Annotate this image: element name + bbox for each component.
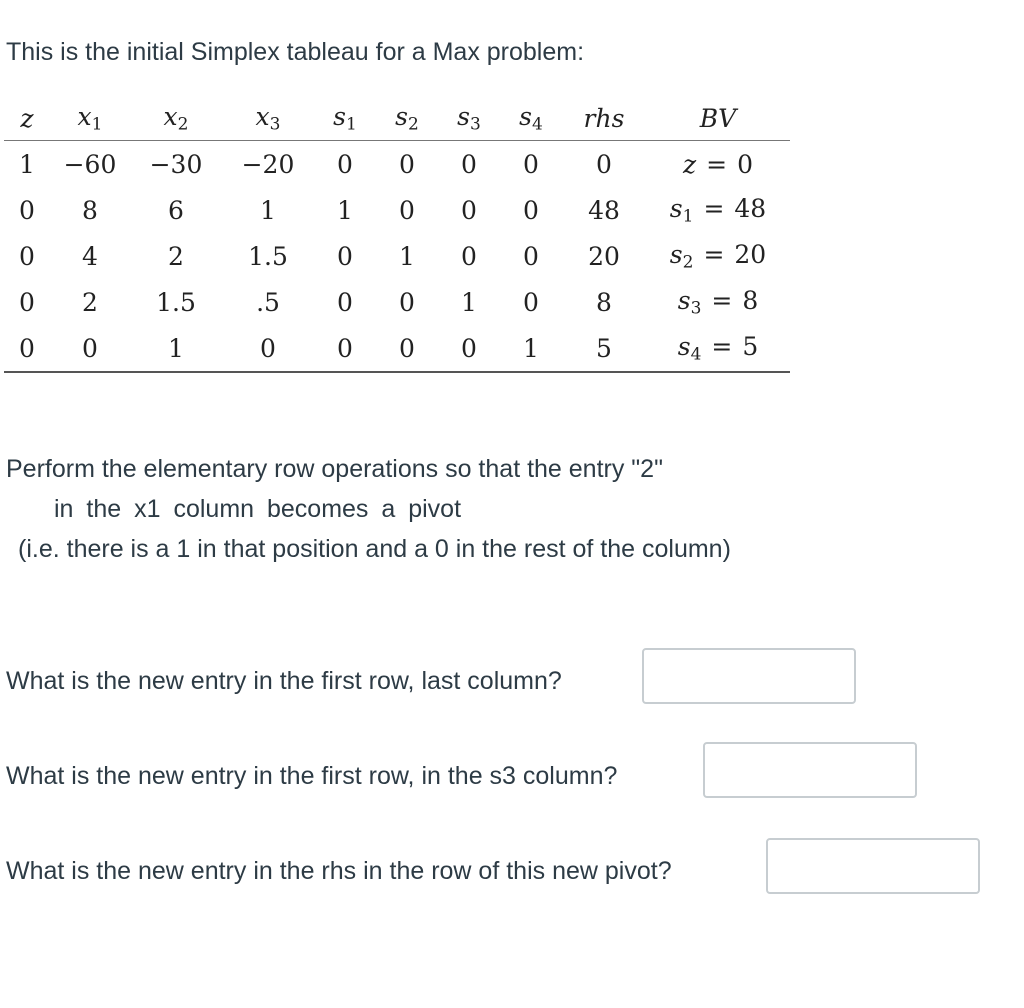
bv-variable: s: [677, 331, 691, 361]
tableau-cell: .5: [256, 287, 280, 317]
tableau-cell: 0: [523, 287, 539, 317]
equals-sign: =: [711, 285, 733, 315]
tableau-cell: 1: [523, 333, 539, 363]
tableau-cell: 6: [168, 195, 184, 225]
tableau-cell: 2: [168, 241, 184, 271]
tableau-cell: 0: [461, 149, 477, 179]
answer-input-3[interactable]: [766, 838, 980, 894]
equals-sign: =: [706, 149, 728, 179]
header-z: z: [20, 103, 34, 133]
tableau-cell: 0: [19, 333, 35, 363]
bv-value: 8: [742, 285, 759, 315]
header-bv: BV: [699, 103, 737, 133]
basic-variable-cell: [646, 141, 790, 188]
tableau-cell: 1: [19, 149, 35, 179]
tableau-cell: 0: [461, 333, 477, 363]
tableau-cell: 0: [461, 241, 477, 271]
tableau-cell: 8: [82, 195, 98, 225]
bv-variable: z: [682, 149, 697, 179]
tableau-row: [4, 233, 790, 279]
question-1-label: What is the new entry in the first row, last column?: [6, 667, 562, 695]
bv-value: 0: [737, 149, 754, 179]
tableau-cell: 4: [82, 241, 98, 271]
tableau-cell: 1.5: [156, 287, 196, 317]
tableau-cell: 20: [588, 241, 620, 271]
tableau-cell: 0: [399, 149, 415, 179]
bv-variable: s: [669, 239, 683, 269]
tableau-cell: 5: [596, 333, 612, 363]
tableau-cell: 0: [461, 195, 477, 225]
tableau-cell: −30: [149, 149, 203, 179]
bv-variable: s: [669, 193, 683, 223]
instruction-line-1: Perform the elementary row operations so that the entry "2": [6, 455, 663, 483]
tableau-row: [4, 187, 790, 233]
tableau-cell: 1: [461, 287, 477, 317]
tableau-cell: −60: [63, 149, 117, 179]
bv-value: 48: [734, 193, 767, 223]
bv-subscript: 2: [682, 252, 694, 273]
tableau-cell: 0: [260, 333, 276, 363]
tableau-cell: 0: [19, 195, 35, 225]
tableau-cell: 0: [337, 241, 353, 271]
equals-sign: =: [711, 331, 733, 361]
simplex-tableau: [4, 96, 790, 373]
tableau-cell: 1: [168, 333, 184, 363]
question-3-label: What is the new entry in the rhs in the row of this new pivot?: [6, 857, 672, 885]
tableau-cell: 1: [399, 241, 415, 271]
tableau-cell: 2: [82, 287, 98, 317]
tableau-cell: 0: [399, 333, 415, 363]
bv-subscript: 4: [690, 344, 702, 365]
tableau-row: [4, 325, 790, 372]
tableau-cell: 0: [399, 287, 415, 317]
bv-value: 5: [742, 331, 759, 361]
instruction-line-3: (i.e. there is a 1 in that position and a 0 in the rest of the column): [18, 535, 731, 563]
tableau-cell: 8: [596, 287, 612, 317]
tableau-cell: 0: [337, 333, 353, 363]
tableau-cell: 1: [337, 195, 353, 225]
answer-input-1[interactable]: [642, 648, 856, 704]
bv-value: 20: [734, 239, 767, 269]
tableau-cell: 0: [399, 195, 415, 225]
header-x2: $x_2$: [163, 101, 189, 135]
tableau-cell: 1.5: [248, 241, 288, 271]
tableau-cell: 0: [523, 149, 539, 179]
header-s4: $s_4$: [519, 101, 543, 135]
tableau-cell: 1: [260, 195, 276, 225]
equals-sign: =: [703, 239, 725, 269]
question-2-label: What is the new entry in the first row, in the s3 column?: [6, 762, 618, 790]
bv-subscript: 1: [682, 206, 694, 227]
basic-variable-cell: [646, 279, 790, 325]
basic-variable-cell: [646, 233, 790, 279]
answer-input-2[interactable]: [703, 742, 917, 798]
tableau-row: [4, 141, 790, 188]
instruction-line-2: in the x1 column becomes a pivot: [54, 495, 462, 523]
tableau-cell: 48: [588, 195, 620, 225]
header-s2: $s_2$: [395, 101, 419, 135]
tableau-cell: 0: [19, 241, 35, 271]
intro-text: This is the initial Simplex tableau for a Max problem:: [6, 38, 585, 66]
tableau-cell: 0: [19, 287, 35, 317]
tableau-header-row: [4, 96, 790, 141]
tableau-cell: 0: [596, 149, 612, 179]
header-rhs: rhs: [583, 103, 625, 133]
tableau-table: [4, 96, 790, 373]
tableau-row: [4, 279, 790, 325]
equals-sign: =: [703, 193, 725, 223]
tableau-cell: 0: [337, 287, 353, 317]
header-s3: $s_3$: [457, 101, 481, 135]
header-s1: $s_1$: [333, 101, 357, 135]
tableau-cell: 0: [523, 195, 539, 225]
bv-variable: s: [677, 285, 691, 315]
tableau-cell: 0: [523, 241, 539, 271]
basic-variable-cell: [646, 325, 790, 372]
header-x3: $x_3$: [255, 101, 281, 135]
tableau-cell: 0: [337, 149, 353, 179]
basic-variable-cell: [646, 187, 790, 233]
tableau-cell: −20: [241, 149, 295, 179]
tableau-cell: 0: [82, 333, 98, 363]
header-x1: $x_1$: [77, 101, 103, 135]
bv-subscript: 3: [690, 298, 702, 319]
